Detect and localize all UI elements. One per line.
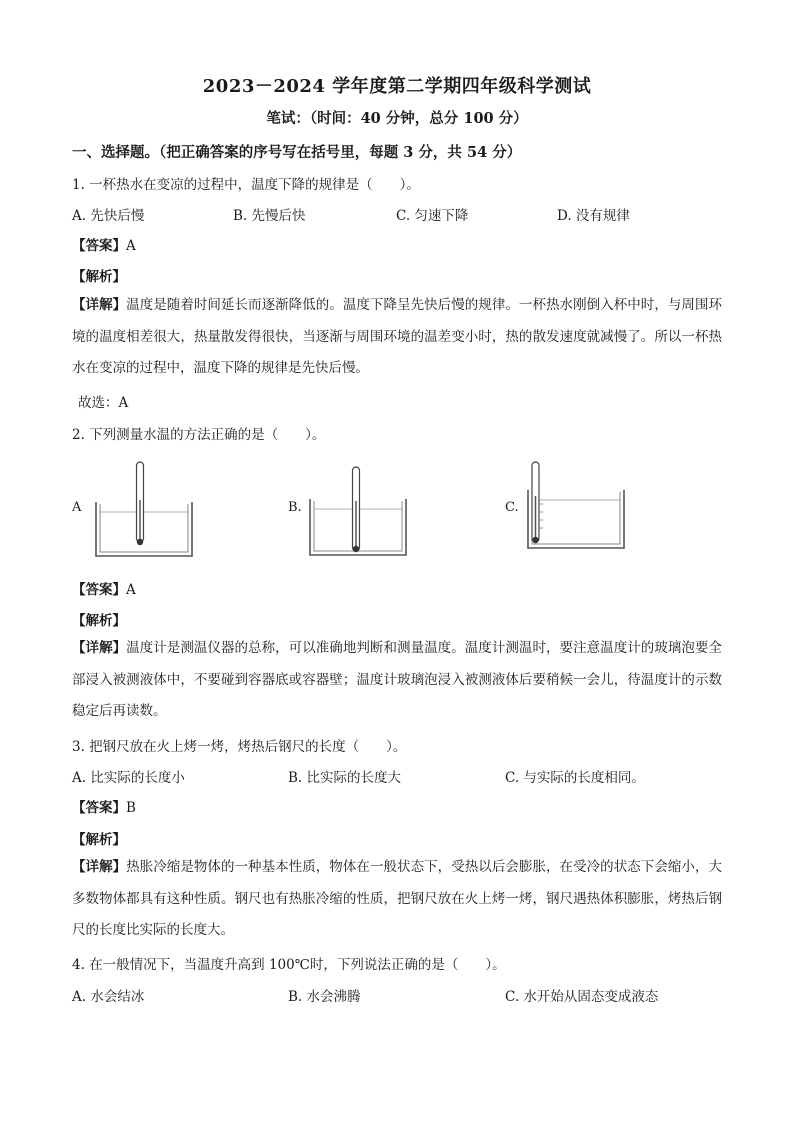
q2-detail <box>72 633 722 728</box>
detail-label: 【详解】 <box>72 297 127 313</box>
q1-conclusion: 故选：A <box>78 395 129 411</box>
q3-detail-text: 热胀冷缩是物体的一种基本性质，物体在一般状态下，受热以后会膨胀，在受冷的状态下会缩小，大多数物体都具有这种性质。钢尺也有热胀冷缩的性质，把钢尺放在火上烤一烤，钢尺遇热体积膨胀，烤热后钢尺的长度比实际的长度大。 <box>72 859 723 938</box>
figure-c-label: C. <box>505 500 519 515</box>
figure-b-label: B. <box>288 500 302 515</box>
q1-option-d: D. 没有规律 <box>557 208 630 224</box>
q2-answer-value: A <box>126 582 136 598</box>
q2-answer <box>72 578 136 598</box>
q3-option-b: B. 比实际的长度大 <box>288 770 402 786</box>
q1-option-c: C. 匀速下降 <box>396 208 469 224</box>
detail-label: 【详解】 <box>72 640 127 656</box>
q1-detail-text: 温度是随着时间延长而逐渐降低的。温度下降呈先快后慢的规律。一杯热水刚倒入杯中时，与周围环境的温度相差很大，热量散发得很快，当逐渐与周围环境的温差变小时，热的散发速度就减慢了。所以一杯热水在变凉的过程中，温度下降的规律是先快后慢。 <box>72 297 723 376</box>
page-title: 2023－2024 学年度第二学期四年级科学测试 <box>202 76 592 97</box>
figure-a-label: A <box>72 500 82 515</box>
question-1-stem: 1. 一杯热水在变凉的过程中，温度下降的规律是（ ）。 <box>72 177 420 193</box>
q4-option-b: B. 水会沸腾 <box>288 989 361 1005</box>
q1-answer <box>72 234 136 254</box>
question-4-stem: 4. 在一般情况下，当温度升高到 100℃时，下列说法正确的是（ ）。 <box>72 957 506 973</box>
q3-answer-value: B <box>126 800 136 816</box>
q1-answer-value: A <box>126 238 136 254</box>
q3-answer <box>72 796 136 816</box>
answer-label: 【答案】 <box>72 582 126 598</box>
figure-b-beaker-thermometer <box>306 465 410 560</box>
figure-c-beaker-thermometer <box>524 460 628 555</box>
question-3-stem: 3. 把钢尺放在火上烤一烤，烤热后钢尺的长度（ ）。 <box>72 739 407 755</box>
exam-info: 笔试：（时间：40 分钟，总分 100 分） <box>266 110 528 127</box>
q1-detail <box>72 290 722 385</box>
q3-option-c: C. 与实际的长度相同。 <box>505 770 645 786</box>
q3-analysis-label: 【解析】 <box>72 832 126 848</box>
q1-option-b: B. 先慢后快 <box>233 208 306 224</box>
detail-label: 【详解】 <box>72 859 127 875</box>
q4-option-c: C. 水开始从固态变成液态 <box>505 989 659 1005</box>
answer-label: 【答案】 <box>72 800 126 816</box>
q3-detail <box>72 852 722 947</box>
q2-detail-text: 温度计是测温仪器的总称，可以准确地判断和测量温度。温度计测温时，要注意温度计的玻璃泡要全部浸入被测液体中，不要碰到容器底或容器壁；温度计玻璃泡浸入被测液体后要稍候一会儿，待温度计的示数稳定后再读数。 <box>72 640 723 719</box>
question-2-stem: 2. 下列测量水温的方法正确的是（ ）。 <box>72 427 326 443</box>
section-heading: 一、选择题。（把正确答案的序号写在括号里，每题 3 分，共 54 分） <box>72 144 522 161</box>
q4-option-a: A. 水会结冰 <box>72 989 145 1005</box>
q3-option-a: A. 比实际的长度小 <box>72 770 185 786</box>
q1-option-a: A. 先快后慢 <box>72 208 145 224</box>
q2-analysis-label: 【解析】 <box>72 613 126 629</box>
answer-label: 【答案】 <box>72 238 126 254</box>
q1-analysis-label: 【解析】 <box>72 269 126 285</box>
figure-a-beaker-thermometer <box>92 460 196 560</box>
